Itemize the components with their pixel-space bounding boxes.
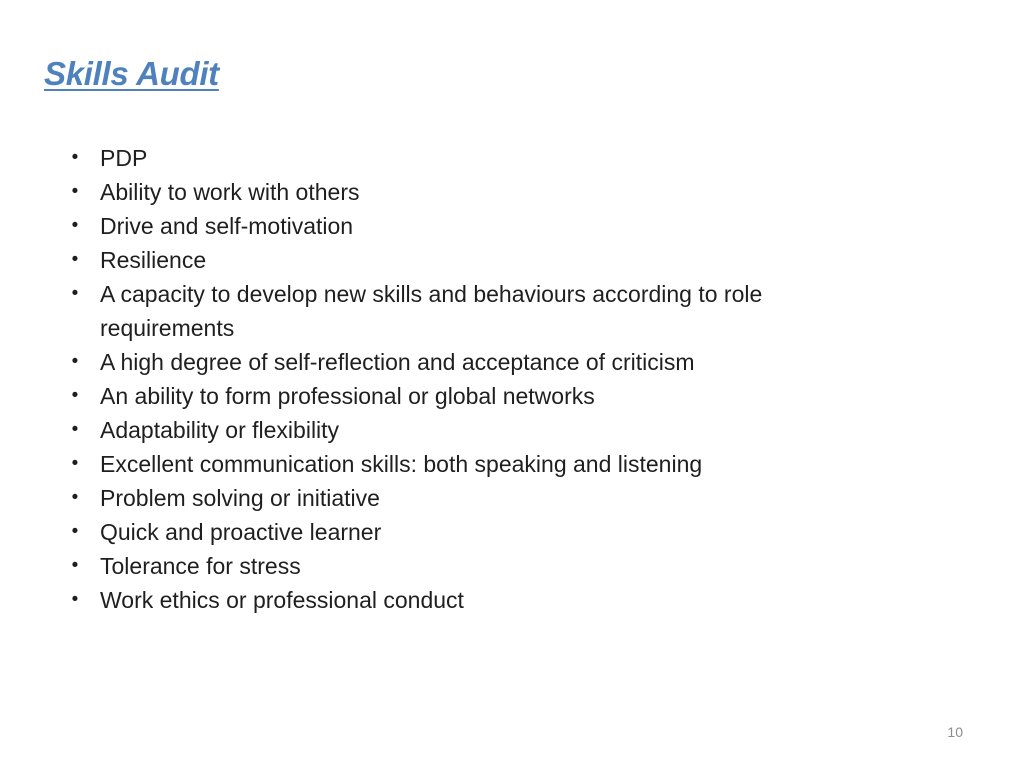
slide-number: 10: [947, 724, 963, 740]
slide-title: Skills Audit: [44, 55, 219, 92]
list-item-text: Problem solving or initiative: [100, 485, 380, 511]
list-item: [66, 175, 866, 209]
bullet-dot-icon: •: [71, 147, 79, 168]
list-item: [66, 379, 866, 413]
list-item-text: Excellent communication skills: both speaking and listening: [100, 451, 703, 477]
bullet-dot-icon: •: [71, 521, 79, 542]
list-item: [66, 413, 866, 447]
list-item-text: A high degree of self-reflection and acceptance of criticism: [100, 349, 695, 375]
list-item-text: Resilience: [100, 247, 207, 273]
bullet-dot-icon: •: [71, 419, 79, 440]
list-item-text: A capacity to develop new skills and behaviours according to role requirements: [100, 281, 763, 341]
bullet-dot-icon: •: [71, 351, 79, 372]
bullet-dot-icon: •: [71, 453, 79, 474]
list-item: [66, 243, 866, 277]
list-item-text: Work ethics or professional conduct: [100, 587, 464, 613]
bullet-dot-icon: •: [71, 385, 79, 406]
list-item: [66, 515, 866, 549]
list-item: [66, 549, 866, 583]
list-item-text: Drive and self-motivation: [100, 213, 354, 239]
bullet-dot-icon: •: [71, 249, 79, 270]
list-item-text: Adaptability or flexibility: [100, 417, 340, 443]
list-item: [66, 447, 866, 481]
bullet-dot-icon: •: [71, 181, 79, 202]
bullet-dot-icon: •: [71, 487, 79, 508]
list-item: [66, 277, 866, 345]
bullet-list: [66, 141, 866, 617]
list-item: [66, 345, 866, 379]
bullet-dot-icon: •: [71, 283, 79, 304]
list-item: [66, 481, 866, 515]
list-item-text: Tolerance for stress: [100, 553, 301, 579]
list-item: [66, 141, 866, 175]
bullet-dot-icon: •: [71, 589, 79, 610]
list-item-text: PDP: [100, 145, 148, 171]
list-item-text: Ability to work with others: [100, 179, 360, 205]
list-item: [66, 583, 866, 617]
bullet-dot-icon: •: [71, 215, 79, 236]
list-item-text: Quick and proactive learner: [100, 519, 382, 545]
list-item: [66, 209, 866, 243]
bullet-dot-icon: •: [71, 555, 79, 576]
list-item-text: An ability to form professional or global networks: [100, 383, 595, 409]
